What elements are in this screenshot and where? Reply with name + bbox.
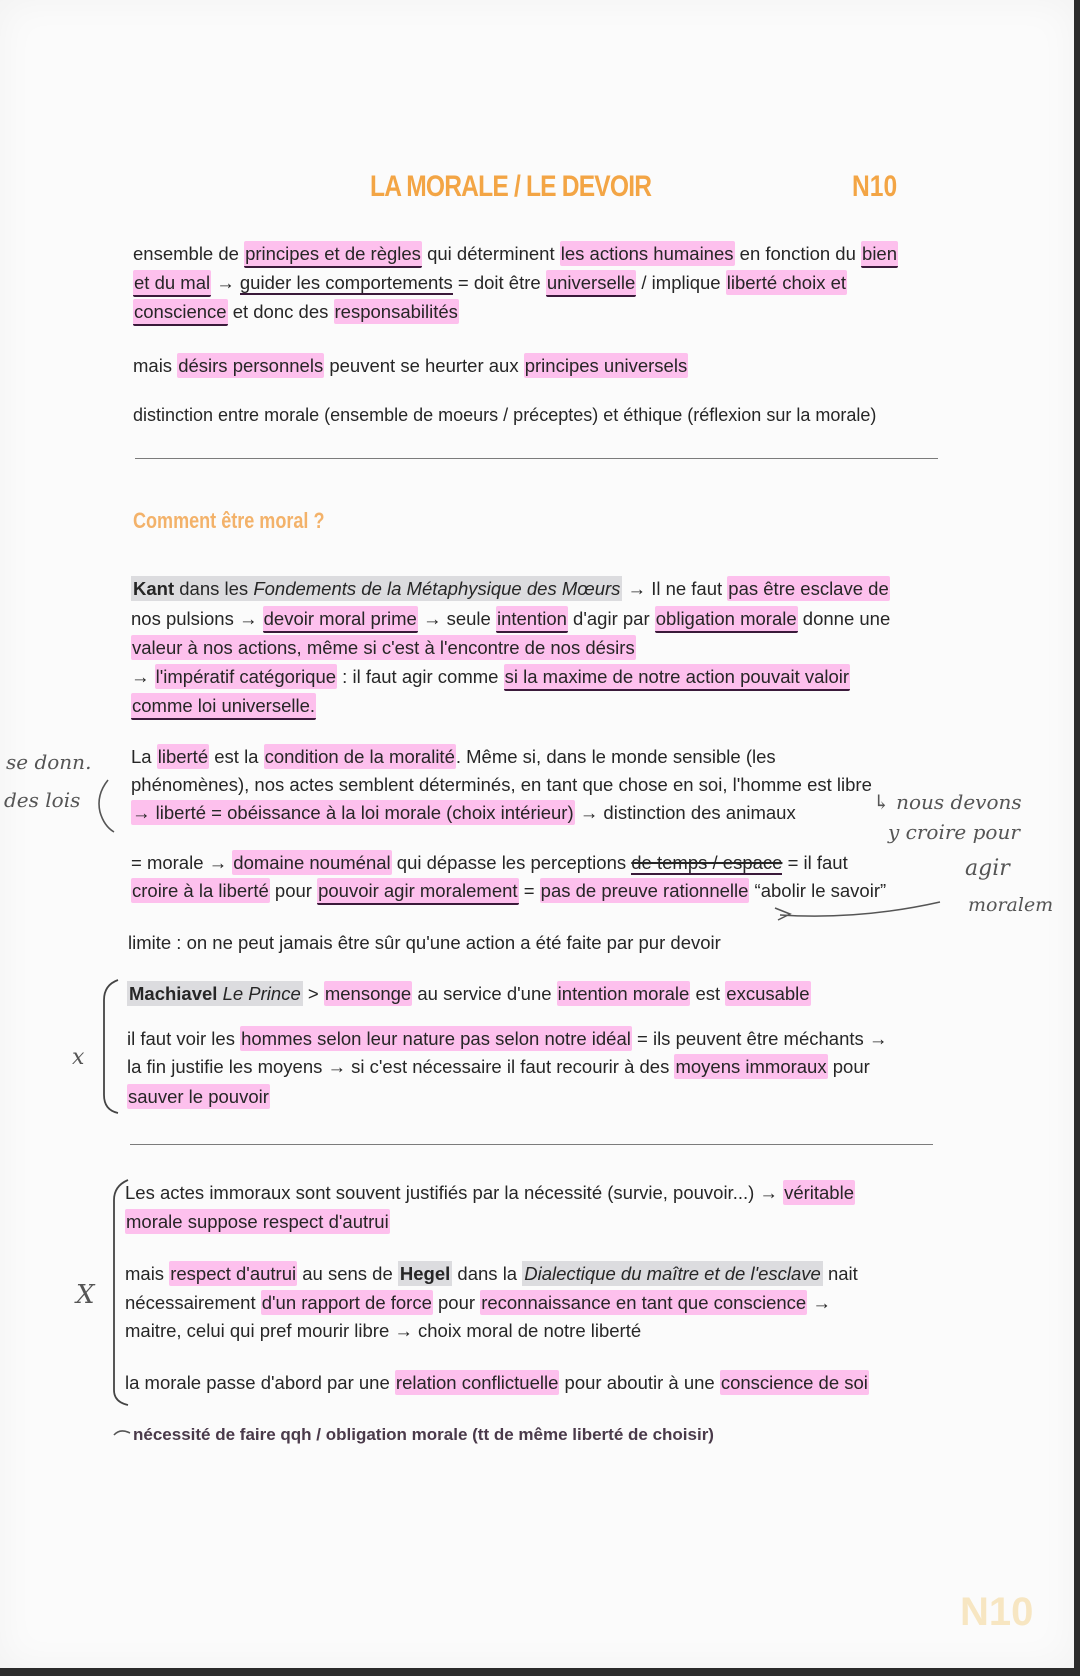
handwritten-note-right-1: ↳ nous devons [873,790,1022,814]
page-code: N10 [852,170,898,203]
highlight: hommes selon leur nature pas selon notre idéal [241,1028,631,1049]
highlight: domaine nouménal [233,852,391,873]
highlight: véritable [784,1182,854,1203]
highlight: mensonge [324,983,412,1004]
handwritten-x-mark-2: X [76,1280,95,1310]
handwritten-note-right-4: moralem [968,894,1054,916]
text: La [131,746,157,767]
handwritten-x-mark-1: x [72,1045,85,1070]
text: qui déterminent [421,243,560,264]
text: = ils peuvent être méchants → [631,1028,888,1049]
highlight: liberté choix et [726,272,847,293]
text: = doit être [452,272,546,293]
text: / implique [636,272,726,293]
hegel-line-5: maitre, celui qui pref mourir libre → choix moral de notre liberté [125,1320,642,1341]
photo-edge-bottom [0,1668,1080,1676]
highlight: morale suppose respect d'autrui [126,1211,389,1232]
text: → [233,608,263,629]
text: donne une [797,608,891,629]
highlight: et du mal [133,270,211,297]
section-heading: Comment être moral ? [133,508,325,533]
text: pour [432,1292,481,1313]
arrow-tick [775,908,790,920]
highlight: principes et de règles [244,241,422,268]
book-title: Dialectique du maître et de l'esclave [524,1263,821,1284]
text: : il faut agir comme [337,666,504,687]
text: nait [822,1263,858,1284]
highlight: obligation morale [655,606,798,633]
text: → [131,666,155,687]
photo-edge-right [1074,0,1080,1676]
text: est [690,983,726,1004]
author-name: Machiavel [129,983,218,1004]
highlight: pas être esclave de [728,578,889,599]
book-title: Le Prince [222,983,301,1004]
swoosh-footer [114,1431,130,1435]
handwritten-note-left-1: se donn. [6,750,92,774]
intro-line-5: distinction entre morale (ensemble de moeurs / préceptes) et éthique (réflexion sur la morale) [133,405,877,425]
text: nécessairement [125,1292,261,1313]
highlight: responsabilités [334,301,458,322]
highlight: valeur à nos actions, même si c'est à l'encontre de nos désirs [132,637,635,658]
brace-liberte [99,780,114,832]
highlight: principes universels [524,355,688,376]
text: et donc des [227,301,334,322]
highlight: relation conflictuelle [395,1372,559,1393]
brace-machiavel [104,980,118,1113]
text: dans la [452,1263,523,1284]
highlight: moyens immoraux [675,1056,827,1077]
text: = morale → [131,852,233,873]
highlight: l'impératif catégorique [155,666,337,687]
text: → seule [417,608,496,629]
text: “abolir le savoir” [749,880,887,901]
text: la morale passe d'abord par une [125,1372,395,1393]
handwritten-note-right-3: agir [965,856,1010,881]
highlight: croire à la liberté [132,880,269,901]
text: nos pulsions [131,608,234,629]
highlight: universelle [546,270,636,297]
text: au service d'une [412,983,557,1004]
text: mais [125,1263,170,1284]
handwritten-note-right-2: y croire pour [888,820,1020,844]
author-name: Hegel [399,1263,451,1284]
highlight: liberté [157,746,209,767]
highlight: sauver le pouvoir [128,1086,269,1107]
text: pour [827,1056,870,1077]
text: → [807,1292,831,1313]
highlight: d'un rapport de force [261,1292,432,1313]
highlight: pouvoir agir moralement [317,878,518,905]
text: . Même si, dans le monde sensible (les [455,746,776,767]
faint-stamp: N10 [960,1590,1034,1634]
text: Les actes immoraux sont souvent justifiés par la nécessité (survie, pouvoir...) → [125,1182,784,1203]
text: = il faut [782,852,848,873]
highlight: conscience [133,299,228,326]
highlight: devoir moral prime [263,606,418,633]
text: ensemble de [133,243,245,264]
highlight: comme loi universelle. [131,693,316,720]
highlight: condition de la moralité [264,746,455,767]
author-name: Kant [133,578,175,599]
text: qui dépasse les perceptions [391,852,632,873]
text: > [302,983,324,1004]
text: au sens de [297,1263,398,1284]
highlight: désirs personnels [178,355,324,376]
highlight: reconnaissance en tant que conscience [481,1292,807,1313]
handwritten-footer-note: nécessité de faire qqh / obligation morale (tt de même liberté de choisir) [133,1425,714,1444]
liberte-line-2: phénomènes), nos actes semblent déterminés, en tant que chose en soi, l'homme est libre [131,774,872,795]
text: pour [269,880,318,901]
highlight: intention morale [557,983,690,1004]
text: dans les [174,578,254,599]
text: → [211,272,240,293]
text: → distinction des animaux [574,802,796,823]
text: mais [133,355,178,376]
brace-hegel [114,1180,128,1405]
text: d'agir par [567,608,655,629]
highlight: si la maxime de notre action pouvait valoir [504,664,850,691]
highlight: respect d'autrui [170,1263,297,1284]
text: → [622,578,652,599]
text: Il ne faut [651,578,728,599]
text: la fin justifie les moyens [127,1056,323,1077]
highlight: conscience de soi [720,1372,868,1393]
book-title: Fondements de la Métaphysique des Mœurs [253,578,621,599]
text: = [518,880,540,901]
highlight: bien [861,241,898,268]
text: en fonction du [734,243,862,264]
struck-text: de temps / espace [631,852,783,873]
text: il faut voir les [127,1028,241,1049]
text: → si c'est nécessaire il faut recourir à des [322,1056,675,1077]
highlight: intention [496,606,568,633]
page-title: LA MORALE / LE DEVOIR [370,170,652,203]
highlight: excusable [726,983,810,1004]
handwritten-note-left-2: des lois [4,788,81,812]
highlight: → liberté = obéissance à la loi morale (choix intérieur) [132,802,574,823]
text: peuvent se heurter aux [324,355,524,376]
text: pour aboutir à une [559,1372,720,1393]
liberte-line-6: limite : on ne peut jamais être sûr qu'une action a été faite par pur devoir [128,932,721,953]
text: est la [209,746,264,767]
highlight: pas de preuve rationnelle [540,880,749,901]
highlight: les actions humaines [560,243,734,264]
text: guider les comportements [239,272,453,293]
arrow-right-note [780,902,940,916]
